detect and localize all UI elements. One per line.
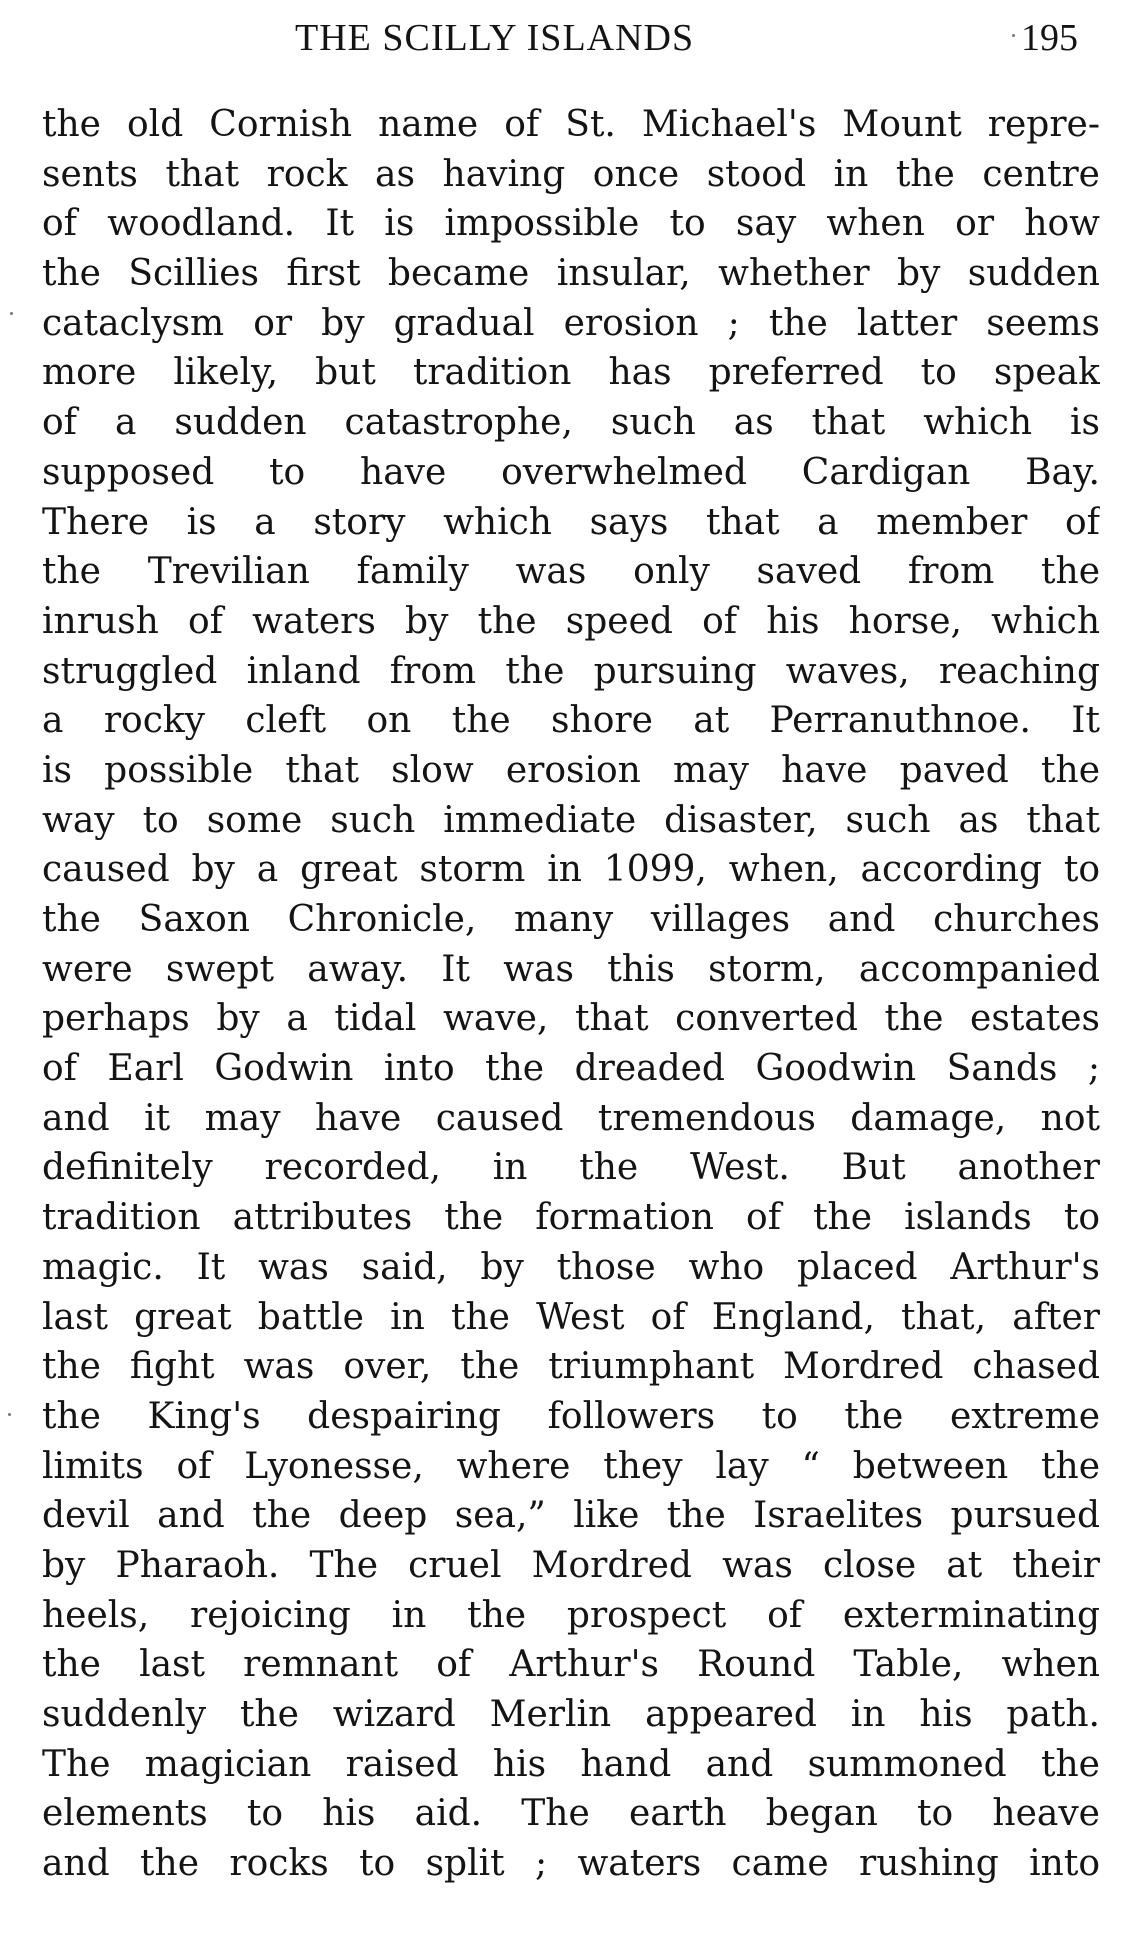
page-number: 195	[1021, 17, 1078, 59]
text-line: tradition attributes the formation of the islands to	[42, 1197, 1100, 1239]
text-line: heels, rejoicing in the prospect of exterminating	[42, 1594, 1100, 1636]
margin-speck	[10, 312, 13, 315]
text-line: by Pharaoh. The cruel Mordred was close at their	[42, 1544, 1100, 1586]
text-line: the Saxon Chronicle, many villages and churches	[42, 899, 1100, 940]
text-line: the King's despairing followers to the extreme	[42, 1395, 1100, 1437]
text-line: inrush of waters by the speed of his horse, which	[42, 600, 1100, 642]
text-line: There is a story which says that a member of	[42, 501, 1100, 543]
text-line: the Trevilian family was only saved from the	[42, 551, 1100, 593]
running-title: THE SCILLY ISLANDS	[295, 17, 695, 59]
text-line: of a sudden catastrophe, such as that which is	[42, 402, 1100, 444]
margin-speck	[8, 1413, 11, 1416]
text-line: the fight was over, the triumphant Mordred chased	[42, 1346, 1100, 1388]
text-line: definitely recorded, in the West. But another	[42, 1147, 1100, 1189]
text-line: magic. It was said, by those who placed Arthur's	[42, 1246, 1100, 1288]
text-line: were swept away. It was this storm, accompanied	[42, 948, 1100, 990]
text-line: suddenly the wizard Merlin appeared in his path.	[42, 1694, 1100, 1735]
body-text	[42, 100, 1100, 1889]
text-line: the old Cornish name of St. Michael's Mount repre-	[42, 104, 1100, 145]
text-line: supposed to have overwhelmed Cardigan Bay.	[42, 451, 1100, 493]
text-line: the Scillies first became insular, whether by sudden	[42, 253, 1100, 295]
text-line: of woodland. It is impossible to say when or how	[42, 203, 1100, 245]
text-line: and it may have caused tremendous damage, not	[42, 1097, 1100, 1139]
text-line: caused by a great storm in 1099, when, according to	[42, 849, 1100, 891]
text-line: devil and the deep sea,” like the Israelites pursued	[42, 1495, 1100, 1537]
text-line: the last remnant of Arthur's Round Table, when	[42, 1644, 1100, 1686]
text-line: more likely, but tradition has preferred to speak	[42, 352, 1100, 394]
text-line: of Earl Godwin into the dreaded Goodwin Sands ;	[42, 1048, 1100, 1090]
running-head	[0, 12, 1123, 62]
text-line: sents that rock as having once stood in the centre	[42, 153, 1100, 195]
text-line: perhaps by a tidal wave, that converted the estates	[42, 998, 1100, 1040]
text-line: is possible that slow erosion may have paved the	[42, 749, 1100, 791]
text-line: struggled inland from the pursuing waves, reaching	[42, 650, 1100, 692]
text-line: last great battle in the West of England, that, after	[42, 1296, 1100, 1338]
text-line: limits of Lyonesse, where they lay “ between the	[42, 1445, 1100, 1487]
margin-speck	[1012, 34, 1015, 37]
text-line: elements to his aid. The earth began to heave	[42, 1793, 1100, 1835]
text-line: a rocky cleft on the shore at Perranuthnoe. It	[42, 700, 1100, 742]
text-line: way to some such immediate disaster, such as that	[42, 799, 1100, 841]
text-line: The magician raised his hand and summoned the	[42, 1743, 1100, 1785]
text-line: cataclysm or by gradual erosion ; the latter seems	[42, 302, 1100, 344]
text-line: and the rocks to split ; waters came rushing into	[42, 1843, 1100, 1885]
